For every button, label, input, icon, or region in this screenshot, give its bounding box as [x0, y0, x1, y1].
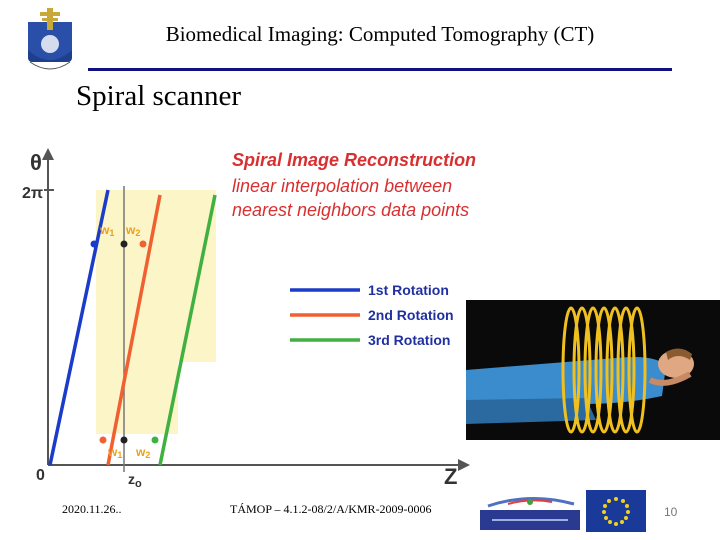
- x-axis-label: Z: [444, 464, 458, 489]
- y-axis-label: θ: [30, 150, 42, 175]
- diagram-subtitle-line-2: nearest neighbors data points: [232, 200, 470, 220]
- header-title: Biomedical Imaging: Computed Tomography (CT): [165, 22, 595, 46]
- diagram-title: Spiral Image Reconstruction: [232, 150, 477, 170]
- diagram-subtitle-line-1: linear interpolation between: [232, 176, 453, 196]
- slide-title: Spiral scanner: [76, 80, 242, 112]
- w1-top-point: [91, 241, 98, 248]
- w1-top-label: w1: [100, 223, 115, 238]
- y-axis-arrow-icon: [42, 148, 54, 160]
- highlight-band-lower: [96, 362, 178, 434]
- footer-date: 2020.11.26..: [62, 502, 122, 516]
- university-logo: [22, 4, 78, 78]
- z0-label: $z_o$: [128, 471, 142, 490]
- origin-label: 0: [36, 467, 45, 484]
- legend-label-1st-rotation: 1st Rotation: [368, 282, 449, 298]
- legend-label-2nd-rotation: 2nd Rotation: [368, 307, 454, 323]
- z0-top-point: [121, 241, 128, 248]
- w2-top-point: [140, 241, 147, 248]
- legend-label-3rd-rotation: 3rd Rotation: [368, 332, 451, 348]
- y-tick-label: 2π: [22, 185, 44, 202]
- patient-spiral-photo: [466, 300, 720, 440]
- page-number: 10: [664, 505, 678, 519]
- x-axis-arrow-icon: [458, 459, 470, 471]
- eu-flag-logo: [586, 490, 646, 532]
- header-divider: [88, 68, 672, 71]
- new-hungary-development-plan-logo: [478, 490, 582, 532]
- w2-bottom-label: w2: [136, 445, 151, 460]
- w2-bottom-point: [152, 437, 159, 444]
- w1-bottom-point: [100, 437, 107, 444]
- footer-project-code: TÁMOP – 4.1.2-08/2/A/KMR-2009-0006: [230, 502, 432, 516]
- z0-bottom-point: [121, 437, 128, 444]
- w1-bottom-label: w1: [108, 445, 123, 460]
- w2-top-label: w2: [126, 223, 141, 238]
